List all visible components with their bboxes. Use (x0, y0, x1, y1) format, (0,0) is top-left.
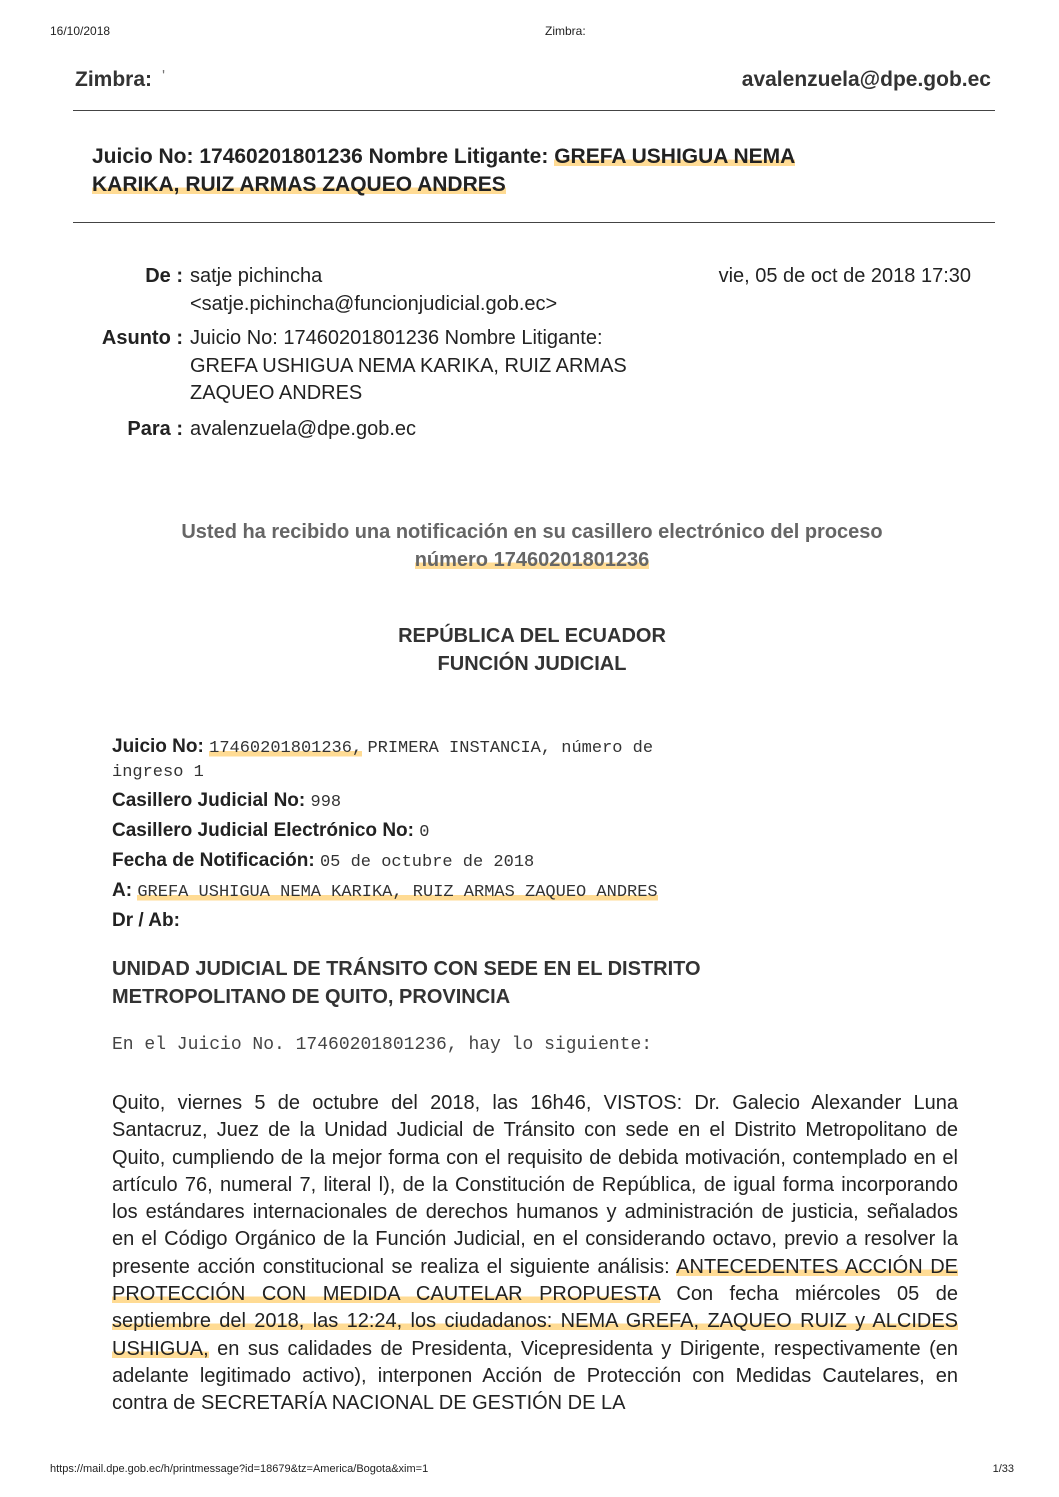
juicio-label: Juicio No: (112, 736, 204, 757)
subject-names-line2: KARIKA, RUIZ ARMAS ZAQUEO ANDRES (92, 173, 506, 196)
dr-label: Dr / Ab: (112, 910, 180, 931)
from-email[interactable]: <satje.pichincha@funcionjudicial.gob.ec> (190, 293, 558, 315)
fact-electronico (112, 817, 972, 847)
fact-a (112, 877, 972, 907)
unit-heading (112, 955, 972, 1011)
divider-top (73, 110, 995, 111)
fact-casillero (112, 787, 972, 817)
page-number: 1/33 (992, 1463, 1014, 1475)
casillero-label: Casillero Judicial No: (112, 790, 306, 811)
a-label: A: (112, 880, 133, 901)
from-name[interactable]: satje pichincha (190, 265, 323, 287)
notice-line1: Usted ha recibido una notificación en su casillero electrónico del proceso (181, 521, 883, 543)
message-subject (92, 143, 952, 199)
subject-line3: ZAQUEO ANDRES (190, 382, 363, 404)
body-part3: en sus calidades de Presidenta, Vicepresidenta y Dirigente, respectivamente (en adelante legitimado activo), interponen Acción de Protección con Medidas Cautelares, en contra de SECRETARÍA NACIONAL DE GESTIÓN DE LA (112, 1337, 958, 1415)
subject-names-line1: GREFA USHIGUA NEMA (554, 145, 796, 168)
to-email[interactable]: avalenzuela@dpe.gob.ec (190, 418, 417, 440)
unit-line2: METROPOLITANO DE QUITO, PROVINCIA (112, 986, 511, 1008)
body-part2: Con fecha miércoles 05 de (676, 1283, 959, 1306)
print-title: Zimbra: (545, 24, 586, 38)
app-name: Zimbra: (75, 68, 153, 91)
notice-line2: número 17460201801236 (414, 549, 650, 571)
republic-line1: REPÚBLICA DEL ECUADOR (398, 625, 666, 647)
fact-dr (112, 907, 972, 935)
juicio-rest: PRIMERA INSTANCIA, número de (367, 739, 654, 758)
republic-line2: FUNCIÓN JUDICIAL (437, 653, 627, 675)
subject-prefix: Juicio No: 17460201801236 Nombre Litigante: (92, 145, 549, 168)
juicio-rest2: ingreso 1 (112, 763, 204, 782)
a-value: GREFA USHIGUA NEMA KARIKA, RUIZ ARMAS ZAQUEO ANDRES (137, 883, 658, 902)
stray-mark: ' (162, 68, 166, 85)
subject-line2: GREFA USHIGUA NEMA KARIKA, RUIZ ARMAS (190, 355, 627, 377)
print-date: 16/10/2018 (50, 24, 111, 38)
resolution-body (112, 1090, 958, 1418)
print-url: https://mail.dpe.gob.ec/h/printmessage?id=18679&tz=America/Bogota&xim=1 (50, 1463, 429, 1475)
subject-line1: Juicio No: 17460201801236 Nombre Litigante: (190, 327, 603, 349)
fecha-label: Fecha de Notificación: (112, 850, 315, 871)
body-part1: Quito, viernes 5 de octubre del 2018, las 16h46, VISTOS: Dr. Galecio Alexander Luna Santacruz, Juez de la Unidad Judicial de Tránsito con sede en el Distrito Metropolitano de Quito, cumpliendo de la mejor forma con el requisito de debida motivación, contemplado en el artículo 76, numeral 7, literal l), de la Constitución de República, de igual forma incorporando los estándares internacionales de derechos humanos y administración de justicia, señalados en el Código Orgánico de la Función Judicial, en el considerando octavo, previo a resolver la presente acción constitucional se realiza el siguiente análisis: (112, 1092, 958, 1278)
message-date: vie, 05 de oct de 2018 17:30 (718, 265, 971, 287)
body-highlight2: septiembre del 2018, las 12:24, los ciudadanos: NEMA GREFA, ZAQUEO RUIZ y ALCIDES USHIGUA, (112, 1310, 958, 1360)
to-label: Para : (127, 418, 183, 440)
divider-subject (73, 222, 995, 223)
message-headers (0, 262, 1059, 440)
republic-heading (92, 622, 972, 678)
subject-label: Asunto : (101, 327, 183, 349)
unit-line1: UNIDAD JUDICIAL DE TRÁNSITO CON SEDE EN EL DISTRITO (112, 958, 701, 980)
electronico-value: 0 (419, 823, 430, 842)
body-highlight1: ANTECEDENTES ACCIÓN DE PROTECCIÓN CON MEDIDA CAUTELAR PROPUESTA (112, 1255, 958, 1306)
notification-notice (92, 518, 972, 574)
case-intro: En el Juicio No. 17460201801236, hay lo siguiente: (112, 1035, 653, 1055)
fecha-value: 05 de octubre de 2018 (319, 853, 535, 872)
casillero-value: 998 (310, 793, 342, 812)
electronico-label: Casillero Judicial Electrónico No: (112, 820, 414, 841)
juicio-number: 17460201801236, (209, 739, 363, 758)
fact-fecha (112, 847, 972, 877)
case-facts (112, 733, 972, 935)
from-label: De : (145, 265, 183, 287)
account-email: avalenzuela@dpe.gob.ec (741, 68, 991, 91)
